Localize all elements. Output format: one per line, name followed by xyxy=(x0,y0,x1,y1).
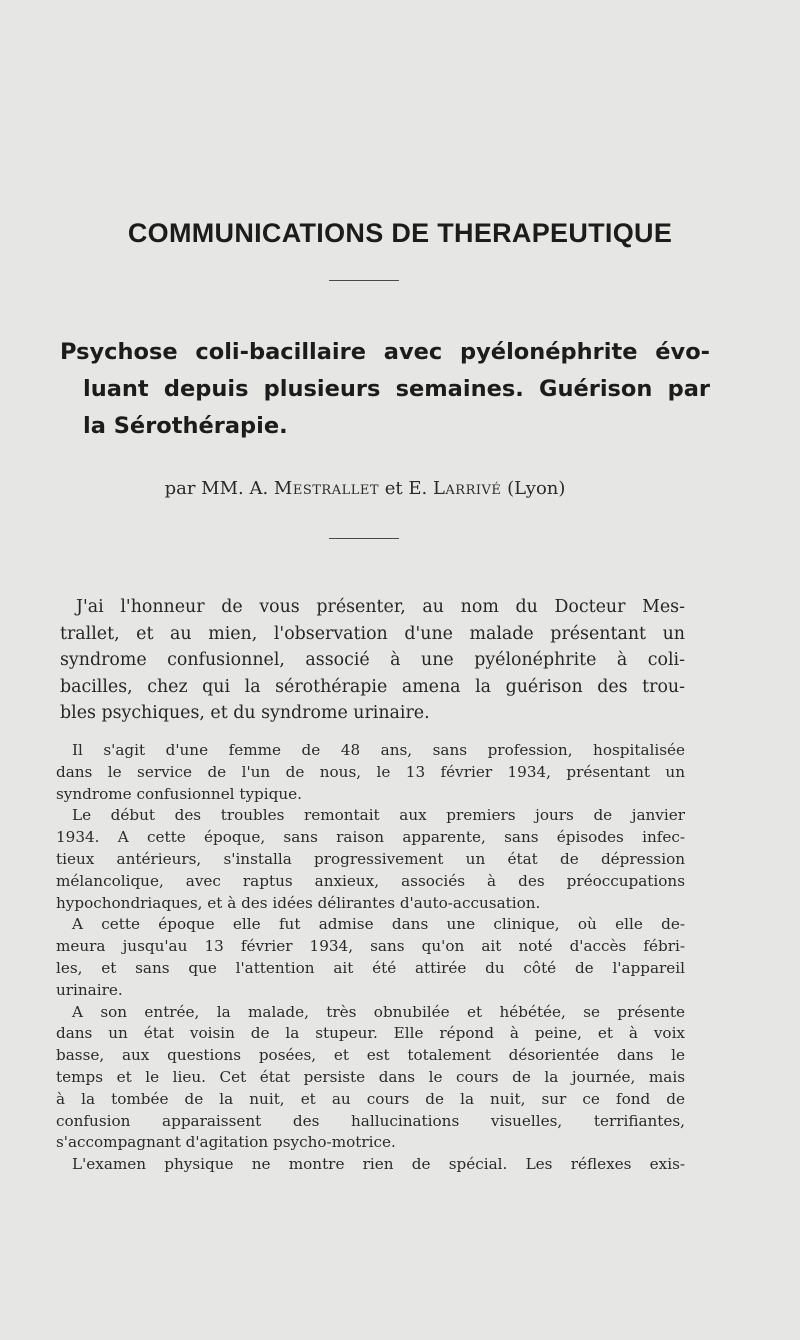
author-mestrallet: Mestrallet xyxy=(273,478,380,499)
divider-bottom xyxy=(329,538,399,539)
byline-prefix: par MM. A. xyxy=(164,478,274,499)
text-line: urinaire. xyxy=(56,980,123,999)
text-line: Il s'agit d'une femme de 48 ans, sans profession, hospitalisée xyxy=(72,741,685,759)
text-line: Le début des troubles remontait aux premiers jours de janvier xyxy=(72,806,685,825)
text-line: à la tombée de la nuit, et au cours de la nuit, sur ce fond de xyxy=(56,1089,685,1108)
text-line: s'accompagnant d'agitation psycho-motrice. xyxy=(56,1133,396,1152)
intro-paragraph xyxy=(60,594,685,727)
text-line: trallet, et au mien, l'observation d'une malade présentant un xyxy=(60,623,685,644)
text-line: dans le service de l'un de nous, le 13 février 1934, présentant un xyxy=(56,762,685,781)
text-line: A cette époque elle fut admise dans une clinique, où elle de- xyxy=(72,915,685,934)
text-line: hypochondriaques, et à des idées délirantes d'auto-accusation. xyxy=(56,893,541,912)
section-heading: COMMUNICATIONS DE THERAPEUTIQUE xyxy=(127,218,673,248)
text-line: meura jusqu'au 13 février 1934, sans qu'on ait noté d'accès fébri- xyxy=(56,937,685,956)
title-line: Psychose coli-bacillaire avec pyélonéphrite évo- xyxy=(60,339,710,365)
text-line: temps et le lieu. Cet état persiste dans le cours de la journée, mais xyxy=(56,1067,685,1086)
title-line: la Sérothérapie. xyxy=(83,413,288,439)
observation-text xyxy=(56,740,685,1176)
title-line: luant depuis plusieurs semaines. Guérison par xyxy=(83,376,710,402)
byline-suffix: (Lyon) xyxy=(501,478,566,499)
author-larrive: Larrivé xyxy=(432,478,502,499)
text-line: J'ai l'honneur de vous présenter, au nom du Docteur Mes- xyxy=(76,597,685,617)
text-line: dans un état voisin de la stupeur. Elle répond à peine, et à voix xyxy=(56,1024,685,1043)
article-title xyxy=(60,334,710,445)
byline xyxy=(0,478,730,499)
text-line: tieux antérieurs, s'installa progressivement un état de dépression xyxy=(56,849,685,868)
text-line: L'examen physique ne montre rien de spécial. Les réflexes exis- xyxy=(72,1155,685,1174)
text-line: les, et sans que l'attention ait été attirée du côté de l'appareil xyxy=(56,958,685,977)
text-line: syndrome confusionnel, associé à une pyélonéphrite à coli- xyxy=(60,650,685,670)
text-line: confusion apparaissent des hallucinations visuelles, terrifiantes, xyxy=(56,1111,685,1130)
text-line: basse, aux questions posées, et est totalement désorientée dans le xyxy=(56,1046,685,1065)
text-line: bles psychiques, et du syndrome urinaire. xyxy=(60,703,430,723)
text-line: A son entrée, la malade, très obnubilée et hébétée, se présente xyxy=(72,1002,685,1021)
divider-top xyxy=(329,280,399,281)
text-line: mélancolique, avec raptus anxieux, associés à des préoccupations xyxy=(56,871,685,890)
byline-connector: et E. xyxy=(379,478,433,499)
text-line: 1934. A cette époque, sans raison apparente, sans épisodes infec- xyxy=(56,828,685,847)
text-line: bacilles, chez qui la sérothérapie amena la guérison des trou- xyxy=(60,676,685,697)
text-line: syndrome confusionnel typique. xyxy=(56,784,302,803)
